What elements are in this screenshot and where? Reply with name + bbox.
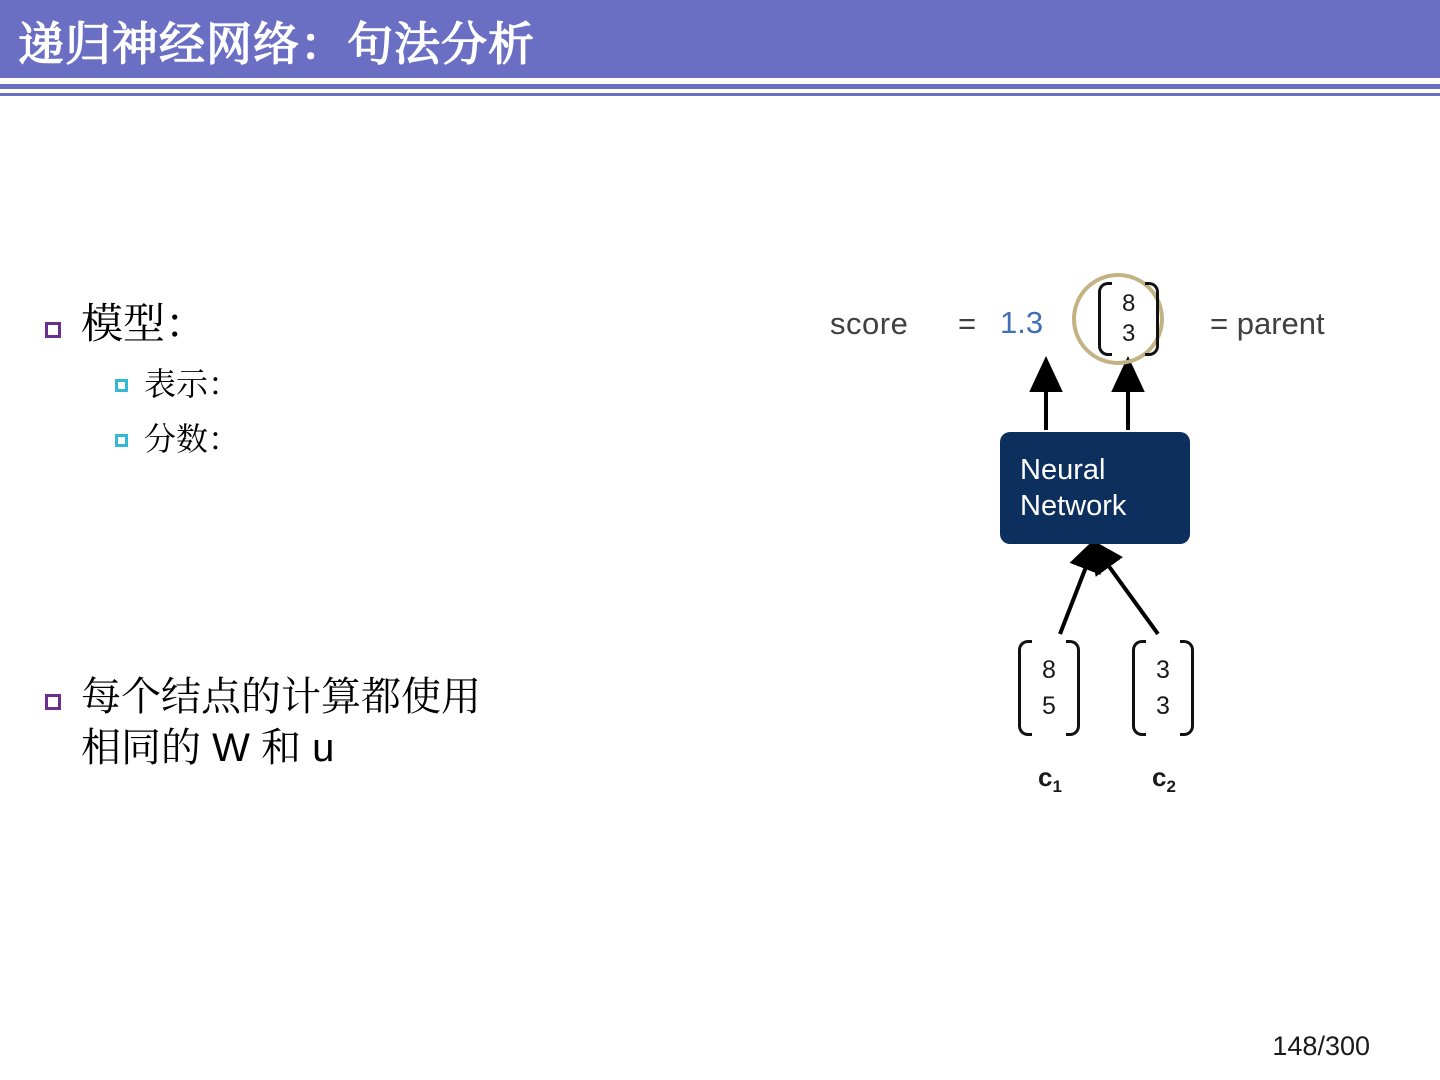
bracket-right-icon	[1145, 282, 1159, 356]
bullet-label-score: 分数：	[144, 421, 241, 458]
parent-vector-value-1: 8	[1122, 290, 1136, 317]
score-label: score	[830, 306, 909, 341]
parent-vector-value-2: 3	[1122, 320, 1136, 347]
page-title: 递归神经网络：句法分析	[18, 18, 535, 70]
neural-network-label-line1: Neural	[1020, 453, 1106, 486]
title-divider-lower	[0, 93, 1440, 96]
square-bullet-icon	[45, 694, 61, 710]
neural-network-label-line2: Network	[1020, 490, 1127, 522]
bracket-left-icon	[1098, 282, 1112, 356]
child1-vector-value-2: 5	[1042, 692, 1056, 720]
child1-vector-values	[1032, 646, 1066, 731]
child1-label	[1038, 762, 1062, 797]
child1-vector	[1018, 640, 1080, 736]
child2-label	[1152, 762, 1176, 797]
parent-label: = parent	[1210, 306, 1325, 341]
child2-vector-values	[1146, 646, 1180, 731]
bullet-item-representation	[115, 366, 665, 403]
child1-vector-value-1: 8	[1042, 655, 1056, 684]
bullet-label-representation: 表示：	[144, 366, 241, 403]
bullet-label-model: 模型：	[81, 300, 208, 347]
bracket-left-icon	[1132, 640, 1146, 736]
square-bullet-sub-icon	[115, 434, 128, 447]
bullet-sublist	[115, 366, 665, 458]
child2-vector	[1132, 640, 1194, 736]
page-number: 148/300	[1272, 1031, 1370, 1061]
score-value: 1.3	[1000, 305, 1044, 340]
neural-network-box	[1000, 432, 1190, 544]
square-bullet-icon	[45, 322, 61, 338]
square-bullet-sub-icon	[115, 379, 128, 392]
bracket-right-icon	[1066, 640, 1080, 736]
rnn-diagram	[810, 270, 1390, 830]
bullet-text-shared-weights	[81, 672, 481, 774]
bullet-item-shared-weights	[45, 672, 685, 774]
parent-vector-values	[1112, 283, 1145, 355]
child2-label-text: c	[1152, 762, 1167, 792]
bullet-group-lower	[45, 672, 685, 784]
child2-vector-value-2: 3	[1156, 692, 1170, 720]
bullet-label-shared-weights-line1: 每个结点的计算都使用	[81, 675, 481, 719]
bullet-group-upper	[45, 300, 665, 476]
bullet-item-score	[115, 421, 665, 458]
parent-vector	[1098, 282, 1159, 356]
title-bar	[0, 0, 1440, 78]
child2-label-sub: 2	[1166, 777, 1176, 797]
title-divider-upper	[0, 84, 1440, 89]
child2-vector-value-1: 3	[1156, 655, 1170, 684]
bullet-label-shared-weights-line2: 相同的 W 和 u	[81, 726, 335, 771]
child1-label-text: c	[1038, 762, 1053, 792]
bracket-left-icon	[1018, 640, 1032, 736]
bullet-item-model	[45, 300, 665, 348]
equals-sign: =	[958, 306, 977, 341]
bracket-right-icon	[1180, 640, 1194, 736]
child1-label-sub: 1	[1052, 777, 1062, 797]
